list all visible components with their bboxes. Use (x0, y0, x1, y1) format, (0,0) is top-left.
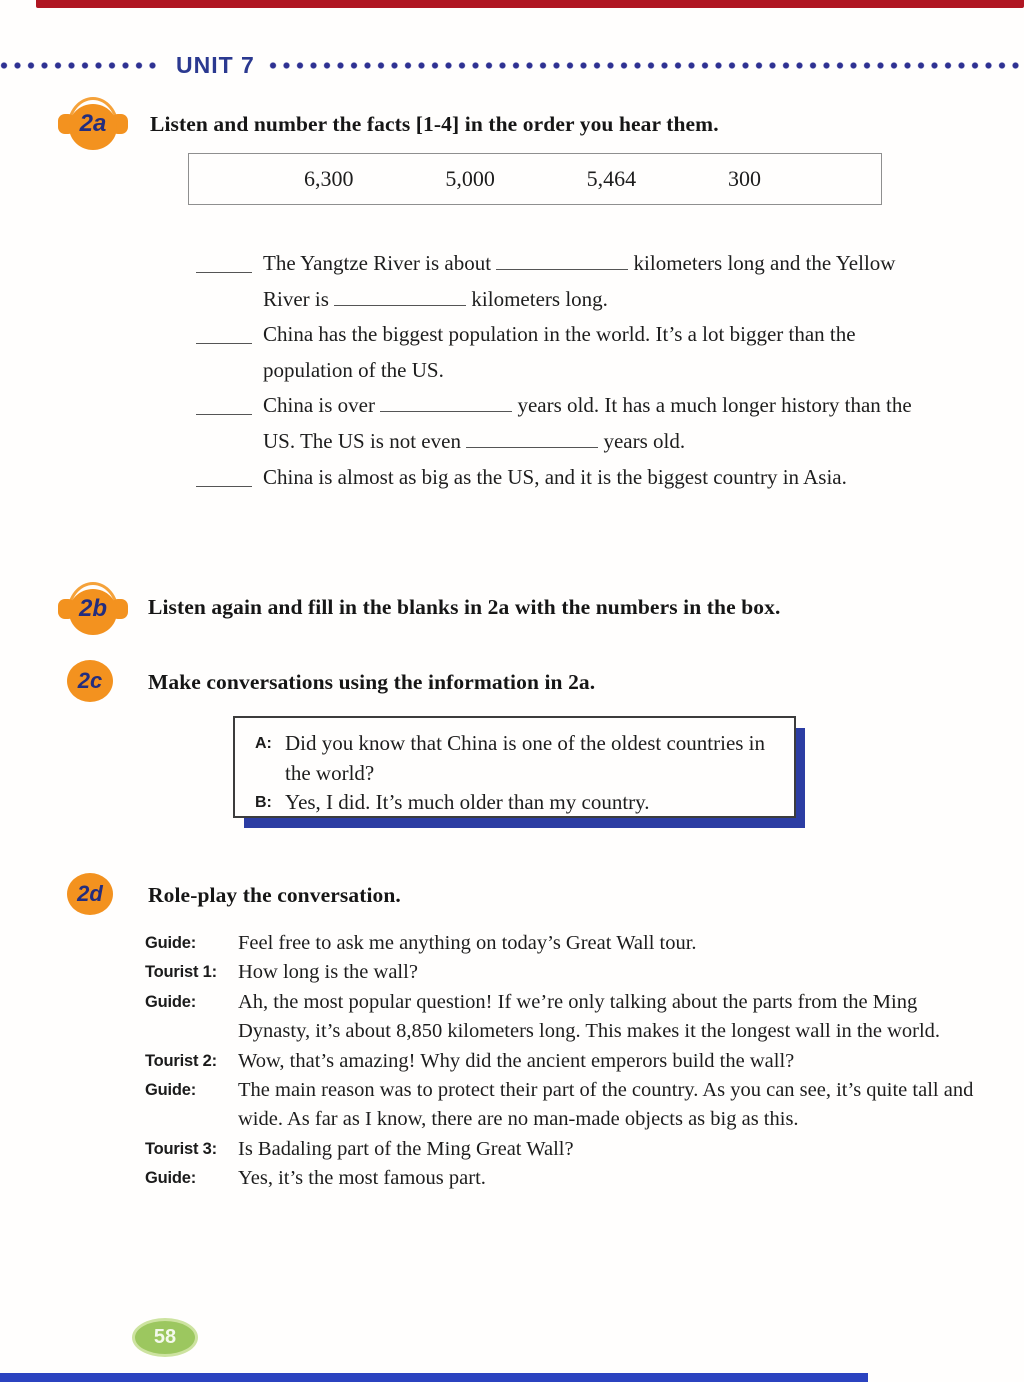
order-number-blank (196, 272, 252, 273)
dialogue-text: The main reason was to protect their part of the country. As you can see, it’s quite tall and wide. As far as I know, there are no man-made objects as big as this. (238, 1079, 974, 1131)
badge-label: 2d (77, 881, 103, 906)
dotted-rule-left (0, 61, 162, 70)
number-bank-box (188, 153, 882, 205)
speaker-label: B: (255, 794, 272, 811)
dotted-rule-right (269, 61, 1024, 70)
fact-item (196, 317, 946, 388)
section-2b-title: Listen again and fill in the blanks in 2a with the numbers in the box. (148, 595, 781, 619)
speaker-label: Tourist 3: (145, 1139, 217, 1158)
conversation-text: Did you know that China is one of the oldest countries in the world? (285, 731, 766, 785)
bank-number: 300 (727, 166, 761, 191)
dialogue-text: Yes, it’s the most famous part. (238, 1167, 486, 1190)
fill-in-blank (466, 443, 598, 448)
fact-item (196, 388, 946, 459)
dialogue-line (145, 929, 983, 958)
speaker-label: Guide: (145, 1169, 197, 1188)
activity-badge-2c (65, 658, 115, 704)
speaker-label: A: (255, 735, 272, 752)
fill-in-blank (380, 407, 512, 412)
conversation-text: Yes, I did. It’s much older than my country. (285, 790, 650, 814)
fact-item (196, 246, 946, 317)
activity-badge-2d (65, 871, 115, 917)
bank-number: 5,464 (586, 166, 637, 191)
bank-number: 6,300 (304, 166, 354, 191)
page-top-edge-bar (36, 0, 1024, 8)
dialogue-line (145, 1047, 983, 1076)
section-2a-title: Listen and number the facts [1-4] in the order you hear them. (150, 112, 719, 136)
speaker-label: Guide: (145, 1081, 197, 1100)
dialogue-line (145, 1164, 983, 1193)
speaker-label: Guide: (145, 992, 197, 1011)
conversation-line (255, 788, 776, 818)
badge-label: 2c (77, 668, 103, 693)
role-play-dialogue (145, 929, 983, 1194)
fact-text: China is almost as big as the US, and it is the biggest country in Asia. (263, 464, 847, 489)
section-2d-title: Role-play the conversation. (148, 883, 401, 907)
fill-in-blank (496, 265, 628, 270)
section-2c-title: Make conversations using the information in 2a. (148, 670, 596, 694)
activity-badge-2a (57, 97, 129, 151)
unit-header (0, 52, 1024, 78)
unit-title: UNIT 7 (176, 51, 255, 78)
facts-list (196, 246, 946, 495)
order-number-blank (196, 414, 252, 415)
activity-badge-2b (57, 582, 129, 636)
speaker-label: Tourist 1: (145, 963, 217, 982)
dialogue-text: Feel free to ask me anything on today’s Great Wall tour. (238, 932, 697, 954)
dialogue-text: Wow, that’s amazing! Why did the ancient emperors build the wall? (238, 1049, 795, 1072)
page-number: 58 (153, 1326, 177, 1348)
fact-text: The Yangtze River is about kilometers long and the Yellow River is kilometers long. (263, 251, 896, 311)
dialogue-line (145, 1135, 983, 1164)
dialogue-line (145, 958, 983, 987)
bank-number: 5,000 (445, 166, 495, 191)
page-number-badge (132, 1318, 198, 1357)
dialogue-line (145, 1076, 983, 1135)
fill-in-blank (334, 301, 466, 306)
conversation-line (255, 729, 776, 788)
fact-text: China has the biggest population in the world. It’s a lot bigger than the population of the US. (263, 322, 856, 382)
fact-item (196, 460, 946, 496)
dialogue-line (145, 988, 983, 1047)
order-number-blank (196, 486, 252, 487)
page-bottom-edge-bar (0, 1373, 868, 1382)
fact-text: China is over years old. It has a much longer history than the US. The US is not even years old. (263, 393, 912, 453)
order-number-blank (196, 343, 252, 344)
badge-label: 2b (78, 595, 107, 622)
dialogue-text: Ah, the most popular question! If we’re only talking about the parts from the Ming Dynasty, it’s about 8,850 kilometers long. This makes it the longest wall in the world. (238, 990, 941, 1043)
badge-label: 2a (79, 110, 107, 137)
dialogue-text: How long is the wall? (238, 961, 418, 984)
sample-conversation-box (233, 716, 796, 818)
speaker-label: Tourist 2: (145, 1051, 217, 1070)
dialogue-text: Is Badaling part of the Ming Great Wall? (238, 1137, 574, 1160)
speaker-label: Guide: (145, 934, 197, 952)
